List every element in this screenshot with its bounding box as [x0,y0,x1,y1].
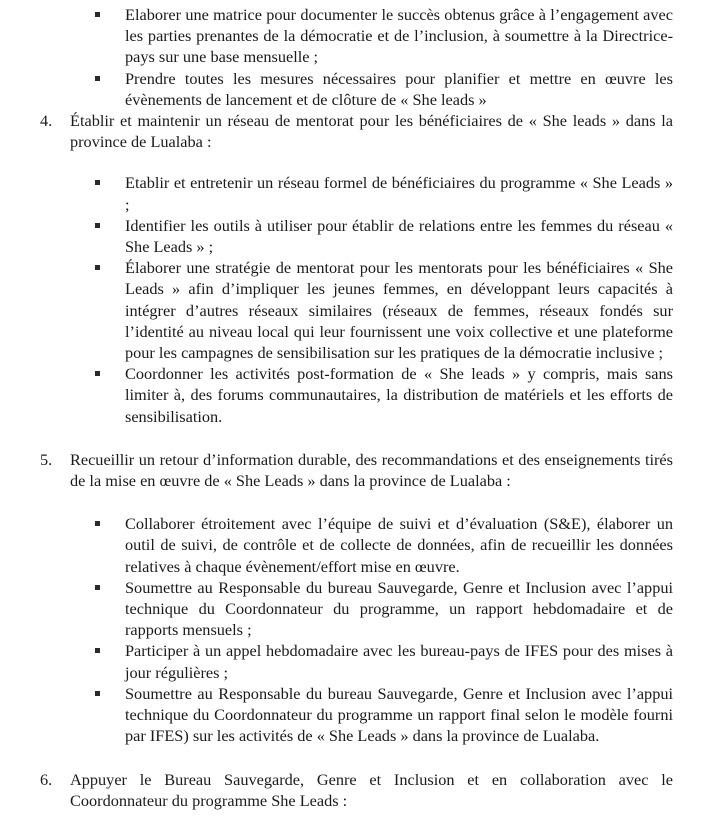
list-item: Élaborer une stratégie de mentorat pour les mentorats pour les bénéficiaires « She Leads » afin d’impliquer les jeunes femmes, en développant leurs capacités à intégrer d’autres réseaux similaires (réseaux de femmes, réseaux fondés sur l’identité au niveau local qui leur fournissent une voix collective et une plateforme pour les campagnes de sensibilisation sur les pratiques de la démocratie inclusive ; [0,257,711,363]
section-5-heading [0,449,711,491]
section-4-heading [0,110,711,152]
section-heading-text: Établir et maintenir un réseau de mentorat pour les bénéficiaires de « She leads » dans la province de Lualaba : [70,111,673,152]
spacer [0,152,711,172]
spacer [0,427,711,449]
list-item: Etablir et entretenir un réseau formel de bénéficiaires du programme « She Leads » ; [0,172,711,214]
list-item: Participer à un appel hebdomadaire avec les bureau-pays de IFES pour des mises à jour régulières ; [0,640,711,682]
section-6-heading [0,769,711,811]
section-4-bullet-list [0,172,711,426]
spacer [0,747,711,769]
list-item: Elaborer une matrice pour documenter le succès obtenus grâce à l’engagement avec les parties prenantes de la démocratie et de l’inclusion, à soumettre à la Directrice-pays sur une base mensuelle ; [0,4,711,68]
spacer [0,491,711,513]
section-heading-text: Recueillir un retour d’information durable, des recommandations et des enseignements tirés de la mise en œuvre de « She Leads » dans la province de Lualaba : [70,449,673,491]
section-5-bullet-list [0,513,711,746]
list-item: Coordonner les activités post-formation de « She leads » y compris, mais sans limiter à, des forums communautaires, la distribution de matériels et les efforts de sensibilisation. [0,363,711,427]
section-3-bullet-list [0,4,711,110]
list-item: Soumettre au Responsable du bureau Sauvegarde, Genre et Inclusion avec l’appui technique du Coordonnateur du programme un rapport final selon le modèle fourni par IFES) sur les activités de « She Leads » dans la province de Lualaba. [0,683,711,747]
list-item: Collaborer étroitement avec l’équipe de suivi et d’évaluation (S&E), élaborer un outil de suivi, de contrôle et de collecte de données, afin de recueillir les données relatives à chaque évènement/effort mise en œuvre. [0,513,711,577]
section-number: 5. [40,449,53,469]
section-number: 6. [40,769,53,789]
section-heading-text: Appuyer le Bureau Sauvegarde, Genre et Inclusion et en collaboration avec le Coordonnateur du programme She Leads : [70,769,673,810]
list-item: Prendre toutes les mesures nécessaires pour planifier et mettre en œuvre les évènements de lancement et de clôture de « She leads » [0,68,711,110]
list-item: Soumettre au Responsable du bureau Sauvegarde, Genre et Inclusion avec l’appui technique du Coordonnateur du programme, un rapport hebdomadaire et de rapports mensuels ; [0,577,711,641]
list-item: Identifier les outils à utiliser pour établir de relations entre les femmes du réseau « She Leads » ; [0,215,711,257]
section-number: 4. [40,111,53,131]
